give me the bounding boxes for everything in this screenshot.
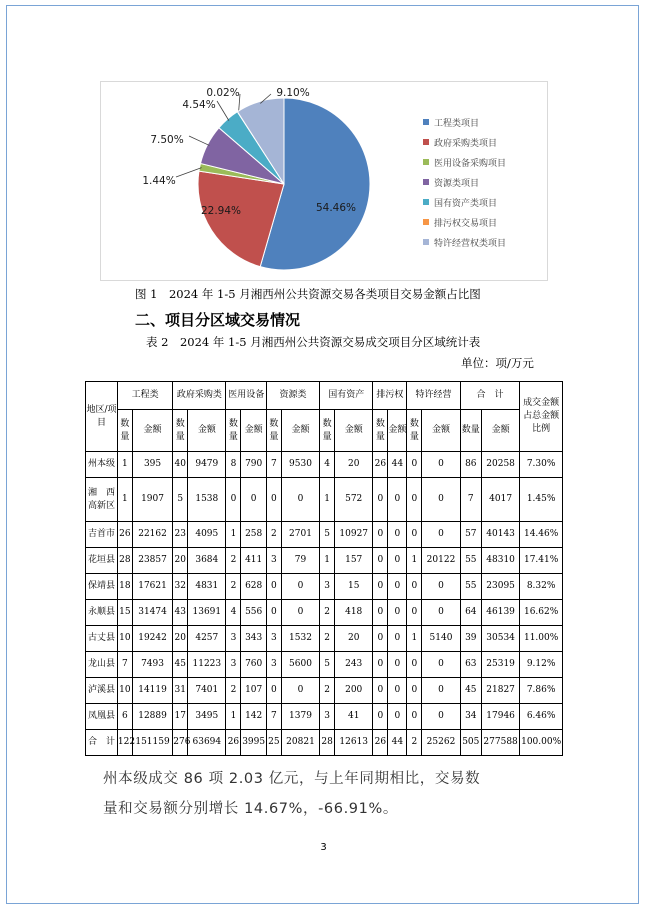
pie-label-6: 0.02% (206, 87, 240, 99)
legend-item-4 (423, 172, 506, 192)
value-cell: 45 (173, 652, 188, 678)
value-cell: 13691 (188, 600, 226, 626)
leader-line-3 (176, 168, 202, 177)
value-cell: 343 (241, 626, 267, 652)
value-cell: 4257 (188, 626, 226, 652)
value-cell: 0 (373, 652, 388, 678)
pie-chart (100, 81, 548, 281)
value-cell: 1 (117, 452, 132, 478)
amount-subheader: 金额 (241, 410, 267, 452)
value-cell: 1532 (281, 626, 319, 652)
value-cell: 0 (422, 678, 460, 704)
value-cell: 1 (117, 478, 132, 522)
value-cell: 556 (241, 600, 267, 626)
value-cell: 0 (266, 678, 281, 704)
value-cell: 32 (173, 574, 188, 600)
legend-swatch (423, 239, 429, 245)
count-subheader: 数量 (373, 410, 388, 452)
amount-subheader: 金额 (422, 410, 460, 452)
value-cell: 0 (266, 600, 281, 626)
legend-label: 排污权交易项目 (434, 218, 498, 229)
value-cell: 0 (407, 678, 422, 704)
value-cell: 10927 (335, 522, 373, 548)
value-cell: 2 (226, 548, 241, 574)
value-cell: 4 (226, 600, 241, 626)
region-cell: 湘 西高新区 (86, 478, 118, 522)
value-cell: 9.12% (520, 652, 563, 678)
value-cell: 7493 (132, 652, 172, 678)
value-cell: 41 (335, 704, 373, 730)
ratio-header: 成交金额占总金额比例 (520, 382, 563, 452)
value-cell: 23857 (132, 548, 172, 574)
table-caption: 表 2 2024 年 1-5 月湘西州公共资源交易成交项目分区域统计表 (146, 335, 481, 349)
value-cell: 48310 (481, 548, 519, 574)
value-cell: 0 (388, 626, 407, 652)
value-cell: 0 (388, 478, 407, 522)
value-cell: 1 (226, 704, 241, 730)
value-cell: 1907 (132, 478, 172, 522)
group-header: 特许经营 (407, 382, 460, 410)
value-cell: 628 (241, 574, 267, 600)
value-cell: 0 (266, 574, 281, 600)
value-cell: 26 (373, 452, 388, 478)
table-row (86, 548, 563, 574)
value-cell: 30534 (481, 626, 519, 652)
region-cell: 古丈县 (86, 626, 118, 652)
leader-line-5 (217, 101, 229, 121)
amount-subheader: 金额 (481, 410, 519, 452)
value-cell: 790 (241, 452, 267, 478)
amount-subheader: 金额 (188, 410, 226, 452)
value-cell: 9530 (281, 452, 319, 478)
value-cell: 2 (407, 730, 422, 756)
legend-label: 国有资产类项目 (434, 198, 498, 209)
amount-subheader: 金额 (388, 410, 407, 452)
paragraph-line-1: 州本级成交 86 项 2.03 亿元，与上年同期相比，交易数 (103, 771, 481, 787)
value-cell: 44 (388, 452, 407, 478)
value-cell: 8.32% (520, 574, 563, 600)
value-cell: 45 (460, 678, 481, 704)
legend-item-6 (423, 212, 506, 232)
value-cell: 2 (266, 522, 281, 548)
legend-item-5 (423, 192, 506, 212)
region-cell: 合 计 (86, 730, 118, 756)
value-cell: 0 (373, 522, 388, 548)
value-cell: 0 (241, 478, 267, 522)
count-subheader: 数量 (173, 410, 188, 452)
value-cell: 0 (388, 522, 407, 548)
section-title: 二、项目分区域交易情况 (135, 311, 301, 329)
value-cell: 17946 (481, 704, 519, 730)
value-cell: 10 (117, 626, 132, 652)
legend-swatch (423, 179, 429, 185)
value-cell: 760 (241, 652, 267, 678)
value-cell: 4831 (188, 574, 226, 600)
value-cell: 0 (422, 600, 460, 626)
value-cell: 572 (335, 478, 373, 522)
value-cell: 2701 (281, 522, 319, 548)
value-cell: 12613 (335, 730, 373, 756)
pie-label-2: 22.94% (200, 205, 242, 217)
value-cell: 10 (117, 678, 132, 704)
value-cell: 39 (460, 626, 481, 652)
value-cell: 5 (320, 652, 335, 678)
legend-item-2 (423, 132, 506, 152)
value-cell: 0 (422, 478, 460, 522)
value-cell: 21827 (481, 678, 519, 704)
value-cell: 418 (335, 600, 373, 626)
value-cell: 107 (241, 678, 267, 704)
value-cell: 0 (422, 652, 460, 678)
value-cell: 142 (241, 704, 267, 730)
value-cell: 122 (117, 730, 132, 756)
value-cell: 20 (173, 626, 188, 652)
value-cell: 4017 (481, 478, 519, 522)
value-cell: 17.41% (520, 548, 563, 574)
value-cell: 46139 (481, 600, 519, 626)
value-cell: 23095 (481, 574, 519, 600)
value-cell: 0 (422, 522, 460, 548)
value-cell: 1 (320, 478, 335, 522)
value-cell: 2 (226, 574, 241, 600)
table-row (86, 522, 563, 548)
region-cell: 州本级 (86, 452, 118, 478)
value-cell: 20 (335, 626, 373, 652)
group-header: 资源类 (266, 382, 319, 410)
value-cell: 2 (226, 678, 241, 704)
legend-label: 医用设备采购项目 (434, 158, 507, 169)
legend-label: 特许经营权类项目 (434, 238, 507, 249)
value-cell: 0 (226, 478, 241, 522)
legend-swatch (423, 219, 429, 225)
value-cell: 14.46% (520, 522, 563, 548)
value-cell: 4095 (188, 522, 226, 548)
legend-label: 政府采购类项目 (434, 138, 498, 149)
count-subheader: 数量 (407, 410, 422, 452)
value-cell: 6.46% (520, 704, 563, 730)
value-cell: 0 (388, 574, 407, 600)
value-cell: 86 (460, 452, 481, 478)
value-cell: 3495 (188, 704, 226, 730)
table-row (86, 574, 563, 600)
value-cell: 1538 (188, 478, 226, 522)
value-cell: 7 (266, 452, 281, 478)
legend-swatch (423, 199, 429, 205)
value-cell: 0 (407, 652, 422, 678)
value-cell: 16.62% (520, 600, 563, 626)
pie-label-4: 7.50% (150, 134, 184, 146)
value-cell: 20 (335, 452, 373, 478)
value-cell: 3684 (188, 548, 226, 574)
value-cell: 505 (460, 730, 481, 756)
value-cell: 40 (173, 452, 188, 478)
table-row (86, 600, 563, 626)
region-cell: 保靖县 (86, 574, 118, 600)
table-subheader-row (86, 410, 563, 452)
value-cell: 0 (422, 574, 460, 600)
value-cell: 0 (266, 478, 281, 522)
value-cell: 7 (117, 652, 132, 678)
value-cell: 31 (173, 678, 188, 704)
value-cell: 17621 (132, 574, 172, 600)
legend-item-1 (423, 112, 506, 132)
table-row (86, 678, 563, 704)
value-cell: 0 (422, 452, 460, 478)
table-row (86, 626, 563, 652)
value-cell: 23 (173, 522, 188, 548)
value-cell: 7 (266, 704, 281, 730)
value-cell: 20 (173, 548, 188, 574)
pie-label-7: 9.10% (276, 87, 310, 99)
value-cell: 63 (460, 652, 481, 678)
value-cell: 0 (407, 478, 422, 522)
value-cell: 3 (226, 652, 241, 678)
pie-label-5: 4.54% (182, 99, 216, 111)
value-cell: 395 (132, 452, 172, 478)
value-cell: 3 (266, 652, 281, 678)
value-cell: 2 (320, 626, 335, 652)
value-cell: 200 (335, 678, 373, 704)
value-cell: 1.45% (520, 478, 563, 522)
value-cell: 12889 (132, 704, 172, 730)
value-cell: 55 (460, 548, 481, 574)
legend-item-7 (423, 232, 506, 252)
value-cell: 3 (226, 626, 241, 652)
value-cell: 14119 (132, 678, 172, 704)
value-cell: 0 (407, 522, 422, 548)
legend-label: 资源类项目 (434, 178, 480, 189)
value-cell: 0 (407, 704, 422, 730)
value-cell: 17 (173, 704, 188, 730)
value-cell: 57 (460, 522, 481, 548)
value-cell: 63694 (188, 730, 226, 756)
amount-subheader: 金额 (335, 410, 373, 452)
value-cell: 7.30% (520, 452, 563, 478)
paragraph-line-2: 量和交易额分别增长 14.67%，-66.91%。 (103, 801, 398, 817)
value-cell: 0 (373, 678, 388, 704)
region-cell: 永顺县 (86, 600, 118, 626)
value-cell: 20821 (281, 730, 319, 756)
value-cell: 25319 (481, 652, 519, 678)
value-cell: 243 (335, 652, 373, 678)
group-header: 工程类 (117, 382, 172, 410)
value-cell: 0 (388, 678, 407, 704)
value-cell: 40143 (481, 522, 519, 548)
value-cell: 22162 (132, 522, 172, 548)
table-row (86, 478, 563, 522)
value-cell: 2 (320, 678, 335, 704)
leader-line-4 (189, 136, 209, 145)
legend-swatch (423, 159, 429, 165)
unit-label: 单位：项/万元 (461, 356, 534, 370)
amount-subheader: 金额 (132, 410, 172, 452)
value-cell: 18 (117, 574, 132, 600)
value-cell: 151159 (132, 730, 172, 756)
value-cell: 1 (407, 548, 422, 574)
value-cell: 43 (173, 600, 188, 626)
table-row (86, 730, 563, 756)
value-cell: 11.00% (520, 626, 563, 652)
region-cell: 吉首市 (86, 522, 118, 548)
value-cell: 26 (117, 522, 132, 548)
legend-swatch (423, 139, 429, 145)
pie-label-3: 1.44% (142, 175, 176, 187)
value-cell: 3 (266, 626, 281, 652)
value-cell: 1 (407, 626, 422, 652)
pie-label-1: 54.46% (315, 202, 357, 214)
count-subheader: 数量 (320, 410, 335, 452)
count-subheader: 数量 (266, 410, 281, 452)
value-cell: 6 (117, 704, 132, 730)
value-cell: 0 (373, 704, 388, 730)
value-cell: 64 (460, 600, 481, 626)
legend-item-3 (423, 152, 506, 172)
value-cell: 7401 (188, 678, 226, 704)
group-header: 国有资产 (320, 382, 373, 410)
value-cell: 0 (388, 548, 407, 574)
group-header: 排污权 (373, 382, 407, 410)
value-cell: 1 (320, 548, 335, 574)
value-cell: 0 (373, 626, 388, 652)
table-row (86, 704, 563, 730)
value-cell: 15 (335, 574, 373, 600)
value-cell: 26 (226, 730, 241, 756)
chart-legend (423, 112, 506, 252)
value-cell: 0 (388, 704, 407, 730)
value-cell: 44 (388, 730, 407, 756)
count-subheader: 数量 (226, 410, 241, 452)
value-cell: 25262 (422, 730, 460, 756)
value-cell: 15 (117, 600, 132, 626)
region-cell: 龙山县 (86, 652, 118, 678)
value-cell: 258 (241, 522, 267, 548)
value-cell: 5140 (422, 626, 460, 652)
value-cell: 3 (266, 548, 281, 574)
value-cell: 25 (266, 730, 281, 756)
table-header-row (86, 382, 563, 410)
value-cell: 9479 (188, 452, 226, 478)
region-cell: 凤凰县 (86, 704, 118, 730)
value-cell: 3 (320, 704, 335, 730)
value-cell: 11223 (188, 652, 226, 678)
value-cell: 5 (173, 478, 188, 522)
value-cell: 0 (373, 478, 388, 522)
corner-header: 地区/项目 (86, 382, 118, 452)
count-subheader: 数量 (460, 410, 481, 452)
region-stats-table (85, 381, 563, 756)
value-cell: 0 (388, 652, 407, 678)
table-row (86, 452, 563, 478)
value-cell: 8 (226, 452, 241, 478)
value-cell: 157 (335, 548, 373, 574)
value-cell: 20122 (422, 548, 460, 574)
value-cell: 19242 (132, 626, 172, 652)
value-cell: 26 (373, 730, 388, 756)
value-cell: 0 (407, 600, 422, 626)
value-cell: 31474 (132, 600, 172, 626)
table-row (86, 652, 563, 678)
value-cell: 0 (407, 452, 422, 478)
page-number: 3 (320, 842, 327, 853)
region-cell: 花垣县 (86, 548, 118, 574)
value-cell: 0 (388, 600, 407, 626)
value-cell: 1379 (281, 704, 319, 730)
value-cell: 0 (422, 704, 460, 730)
value-cell: 0 (407, 574, 422, 600)
value-cell: 0 (373, 548, 388, 574)
amount-subheader: 金额 (281, 410, 319, 452)
value-cell: 1 (226, 522, 241, 548)
value-cell: 0 (281, 574, 319, 600)
group-header: 政府采购类 (173, 382, 226, 410)
value-cell: 276 (173, 730, 188, 756)
value-cell: 20258 (481, 452, 519, 478)
region-cell: 泸溪县 (86, 678, 118, 704)
value-cell: 55 (460, 574, 481, 600)
value-cell: 4 (320, 452, 335, 478)
value-cell: 28 (117, 548, 132, 574)
value-cell: 0 (281, 478, 319, 522)
value-cell: 28 (320, 730, 335, 756)
value-cell: 2 (320, 600, 335, 626)
value-cell: 3 (320, 574, 335, 600)
group-header: 合 计 (460, 382, 520, 410)
count-subheader: 数量 (117, 410, 132, 452)
legend-label: 工程类项目 (434, 118, 480, 129)
figure-caption: 图 1 2024 年 1-5 月湘西州公共资源交易各类项目交易金额占比图 (135, 287, 481, 301)
value-cell: 0 (281, 600, 319, 626)
value-cell: 0 (373, 600, 388, 626)
value-cell: 7 (460, 478, 481, 522)
value-cell: 5600 (281, 652, 319, 678)
value-cell: 7.86% (520, 678, 563, 704)
value-cell: 277588 (481, 730, 519, 756)
value-cell: 0 (281, 678, 319, 704)
value-cell: 34 (460, 704, 481, 730)
group-header: 医用设备 (226, 382, 266, 410)
value-cell: 5 (320, 522, 335, 548)
value-cell: 79 (281, 548, 319, 574)
value-cell: 411 (241, 548, 267, 574)
legend-swatch (423, 119, 429, 125)
value-cell: 3995 (241, 730, 267, 756)
value-cell: 100.00% (520, 730, 563, 756)
value-cell: 0 (373, 574, 388, 600)
